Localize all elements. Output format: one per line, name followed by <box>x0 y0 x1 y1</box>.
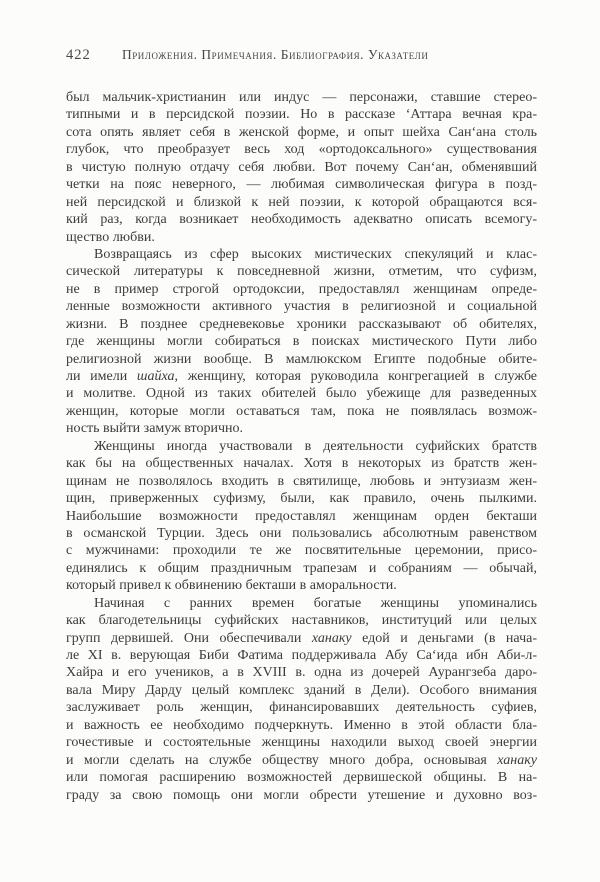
text-segment: вала Миру Дарду целый комплекс зданий в Дели). Особого внимания <box>66 682 537 698</box>
text-line <box>66 664 537 681</box>
text-line <box>66 595 537 612</box>
page-header <box>66 47 540 64</box>
text-line <box>66 194 537 211</box>
text-line <box>66 787 537 804</box>
paragraph <box>66 246 537 438</box>
text-line <box>66 699 537 716</box>
text-segment: граду за свою помощь они могли обрести утешение и духовно воз- <box>66 787 537 803</box>
text-segment: сической литературы к повседневной жизни, отметим, что суфизм, <box>66 264 537 280</box>
text-line <box>66 176 537 193</box>
text-line <box>66 403 537 420</box>
text-segment: заслуживает роль женщин, финансировавших деятельность суфиев, <box>66 700 537 716</box>
running-title: Приложения. Примечания. Библиография. Указатели <box>122 47 429 62</box>
text-line <box>66 298 537 315</box>
text-segment: сота опять являет себя в женской форме, и опыт шейха Сан‘ана столь <box>66 124 537 140</box>
text-line <box>66 333 537 350</box>
text-segment: ность выйти замуж вторично. <box>66 421 243 437</box>
text-segment: был мальчик-христианин или индус — персонажи, ставшие стерео- <box>66 90 537 105</box>
text-line <box>66 647 537 664</box>
text-segment: типными и в персидской поэзии. Но в рассказе ‘Аттара вечная кра- <box>66 107 537 123</box>
paragraph <box>66 595 537 804</box>
text-segment: щин, приверженных суфизму, были, как правило, очень пылкими. <box>66 491 537 507</box>
text-line <box>66 717 537 734</box>
text-segment: , женщину, которая руководила конгрегацией в службе <box>174 369 537 384</box>
text-segment: религиозной жизни вообще. В мамлюкском Египте подобные обите- <box>66 351 537 367</box>
text-line <box>66 734 537 751</box>
text-line <box>66 542 537 559</box>
text-segment: Начиная с ранних времен богатые женщины упоминались <box>94 595 537 611</box>
text-segment: четки на пояс неверного, — любимая символическая фигура в позд- <box>66 177 537 193</box>
text-line <box>66 281 537 298</box>
text-segment: щинам не позволялось входить в святилище, любовь и энтузиазм жен- <box>66 473 537 489</box>
text-line <box>66 682 537 699</box>
text-line <box>66 106 537 123</box>
text-line <box>66 316 537 333</box>
text-segment: Наибольшие возможности предоставлял женщинам орден бекташи <box>66 508 537 524</box>
text-segment: гочестивые и состоятельные женщины находили выход своей энергии <box>66 735 537 751</box>
text-line <box>66 351 537 368</box>
italic-term: ханаку <box>311 630 352 646</box>
text-segment: и молитве. Одной из таких обителей было убежище для разведенных <box>66 386 537 402</box>
text-segment: и важность ее необходимо подчеркнуть. Именно в этой области бла- <box>66 717 537 733</box>
text-segment: ли имели <box>66 369 137 384</box>
text-segment: и могли сделать на службе обществу много добра, основывая <box>66 752 498 768</box>
text-line <box>66 385 537 402</box>
text-segment: глубок, что преобразует весь ход «ортодоксального» существования <box>66 142 537 158</box>
paragraph <box>66 438 537 595</box>
text-segment: ле XI в. верующая Биби Фатима поддерживала Абу Са‘ида ибн Аби-л- <box>66 648 537 663</box>
text-line <box>66 89 537 106</box>
text-segment: единялись к общим праздничным трапезам и собраниям — обычай, <box>66 560 537 576</box>
text-line <box>66 577 537 594</box>
text-line <box>66 420 537 437</box>
text-segment: Женщины иногда участвовали в деятельности суфийских братств <box>94 438 537 454</box>
text-line <box>66 612 537 629</box>
text-segment: с мужчинами: проходили те же посвятительные церемонии, присо- <box>66 543 537 559</box>
text-segment: ленные возможности активного участия в религиозной и социальной <box>66 299 537 315</box>
text-segment: едой и деньгами (в нача- <box>351 630 537 646</box>
text-line <box>66 560 537 577</box>
text-segment: жизни. В позднее средневековье хроники рассказывают об обителях, <box>66 316 537 332</box>
text-segment: женщин, которые могли оставаться там, пока не появлялась возмож- <box>66 403 537 419</box>
page-number: 422 <box>66 47 91 63</box>
text-line <box>66 211 537 228</box>
text-segment: ней персидской и близкой к ней поэзии, к которой обращаются вся- <box>66 194 537 210</box>
text-segment: щество любви. <box>66 229 155 245</box>
text-line <box>66 769 537 786</box>
paragraph <box>66 89 537 246</box>
text-line <box>66 455 537 472</box>
text-line <box>66 263 537 280</box>
italic-term: ханаку <box>497 752 537 768</box>
text-segment: Возвращаясь из сфер высоких мистических спекуляций и клас- <box>94 246 537 262</box>
text-segment: где женщины могли собираться в поисках мистического Пути либо <box>66 334 537 350</box>
text-segment: в чистую полную отдачу себя любви. Вот почему Сан‘ан, обменявший <box>66 159 537 175</box>
text-line <box>66 368 537 385</box>
text-segment: который привел к обвинению бекташи в аморальности. <box>66 578 397 594</box>
text-segment: в османской Турции. Здесь они пользовались абсолютным равенством <box>66 525 537 541</box>
text-line <box>66 490 537 507</box>
text-line <box>66 246 537 263</box>
text-line <box>66 141 537 158</box>
italic-term: шайха <box>136 369 175 384</box>
page-body <box>66 89 537 804</box>
text-segment: как бы на общественных началах. Хотя в некоторых из братств жен- <box>66 456 537 472</box>
text-line <box>66 752 537 769</box>
text-line <box>66 508 537 525</box>
text-line <box>66 159 537 176</box>
text-segment: групп дервишей. Они обеспечивали <box>66 630 312 646</box>
text-line <box>66 124 537 141</box>
text-segment: кий раз, когда возникает необходимость адекватно описать всемогу- <box>66 212 537 228</box>
text-line <box>66 438 537 455</box>
text-segment: как благодетельницы суфийских наставников, институций или целых <box>66 613 537 629</box>
text-line <box>66 229 537 246</box>
text-line <box>66 473 537 490</box>
text-line <box>66 525 537 542</box>
text-segment: не в пример строгой ортодоксии, предоставлял женщинам опреде- <box>66 281 537 297</box>
text-line <box>66 630 537 647</box>
text-segment: Хайра и его учеников, а в XVIII в. одна из дочерей Аурангзеба даро- <box>66 665 537 681</box>
text-segment: или помогая расширению возможностей дервишеской общины. В на- <box>66 770 537 786</box>
